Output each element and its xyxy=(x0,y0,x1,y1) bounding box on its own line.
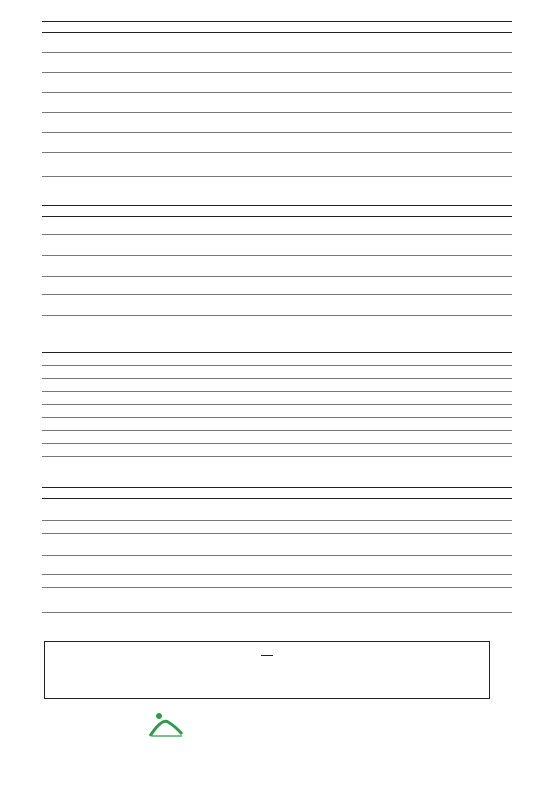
table-row xyxy=(42,277,512,295)
section-header xyxy=(42,4,512,21)
table-row xyxy=(42,588,512,613)
table-row xyxy=(42,534,512,556)
table-row xyxy=(42,556,512,575)
table-row xyxy=(42,295,512,316)
table-row xyxy=(42,53,512,73)
table-header xyxy=(42,206,512,217)
table-row xyxy=(42,33,512,53)
table-row xyxy=(42,392,512,405)
evening-section xyxy=(42,335,512,457)
section-header xyxy=(42,470,512,487)
table-row xyxy=(42,73,512,93)
table-row xyxy=(42,93,512,113)
table-row xyxy=(42,153,512,177)
section-header xyxy=(42,335,512,352)
table-row xyxy=(42,366,512,379)
table-row xyxy=(42,235,512,256)
application-box xyxy=(44,641,490,699)
table-row xyxy=(42,405,512,418)
museum-logo xyxy=(148,710,408,742)
table-row xyxy=(42,499,512,521)
table-row xyxy=(42,575,512,588)
section-header xyxy=(42,188,512,205)
table-row xyxy=(42,256,512,277)
table-header xyxy=(42,488,512,499)
table-row xyxy=(42,521,512,534)
lectures-section xyxy=(42,4,512,177)
table-header xyxy=(42,22,512,33)
table-row xyxy=(42,431,512,444)
table-row xyxy=(42,353,512,366)
dayof-section xyxy=(42,470,512,613)
application-title xyxy=(261,644,273,656)
table-row xyxy=(42,133,512,153)
planetarium-section xyxy=(42,188,512,316)
table-row xyxy=(42,444,512,457)
table-row xyxy=(42,217,512,235)
mountain-logo-icon xyxy=(148,710,184,740)
table-row xyxy=(42,418,512,431)
table-row xyxy=(42,379,512,392)
table-row xyxy=(42,113,512,133)
